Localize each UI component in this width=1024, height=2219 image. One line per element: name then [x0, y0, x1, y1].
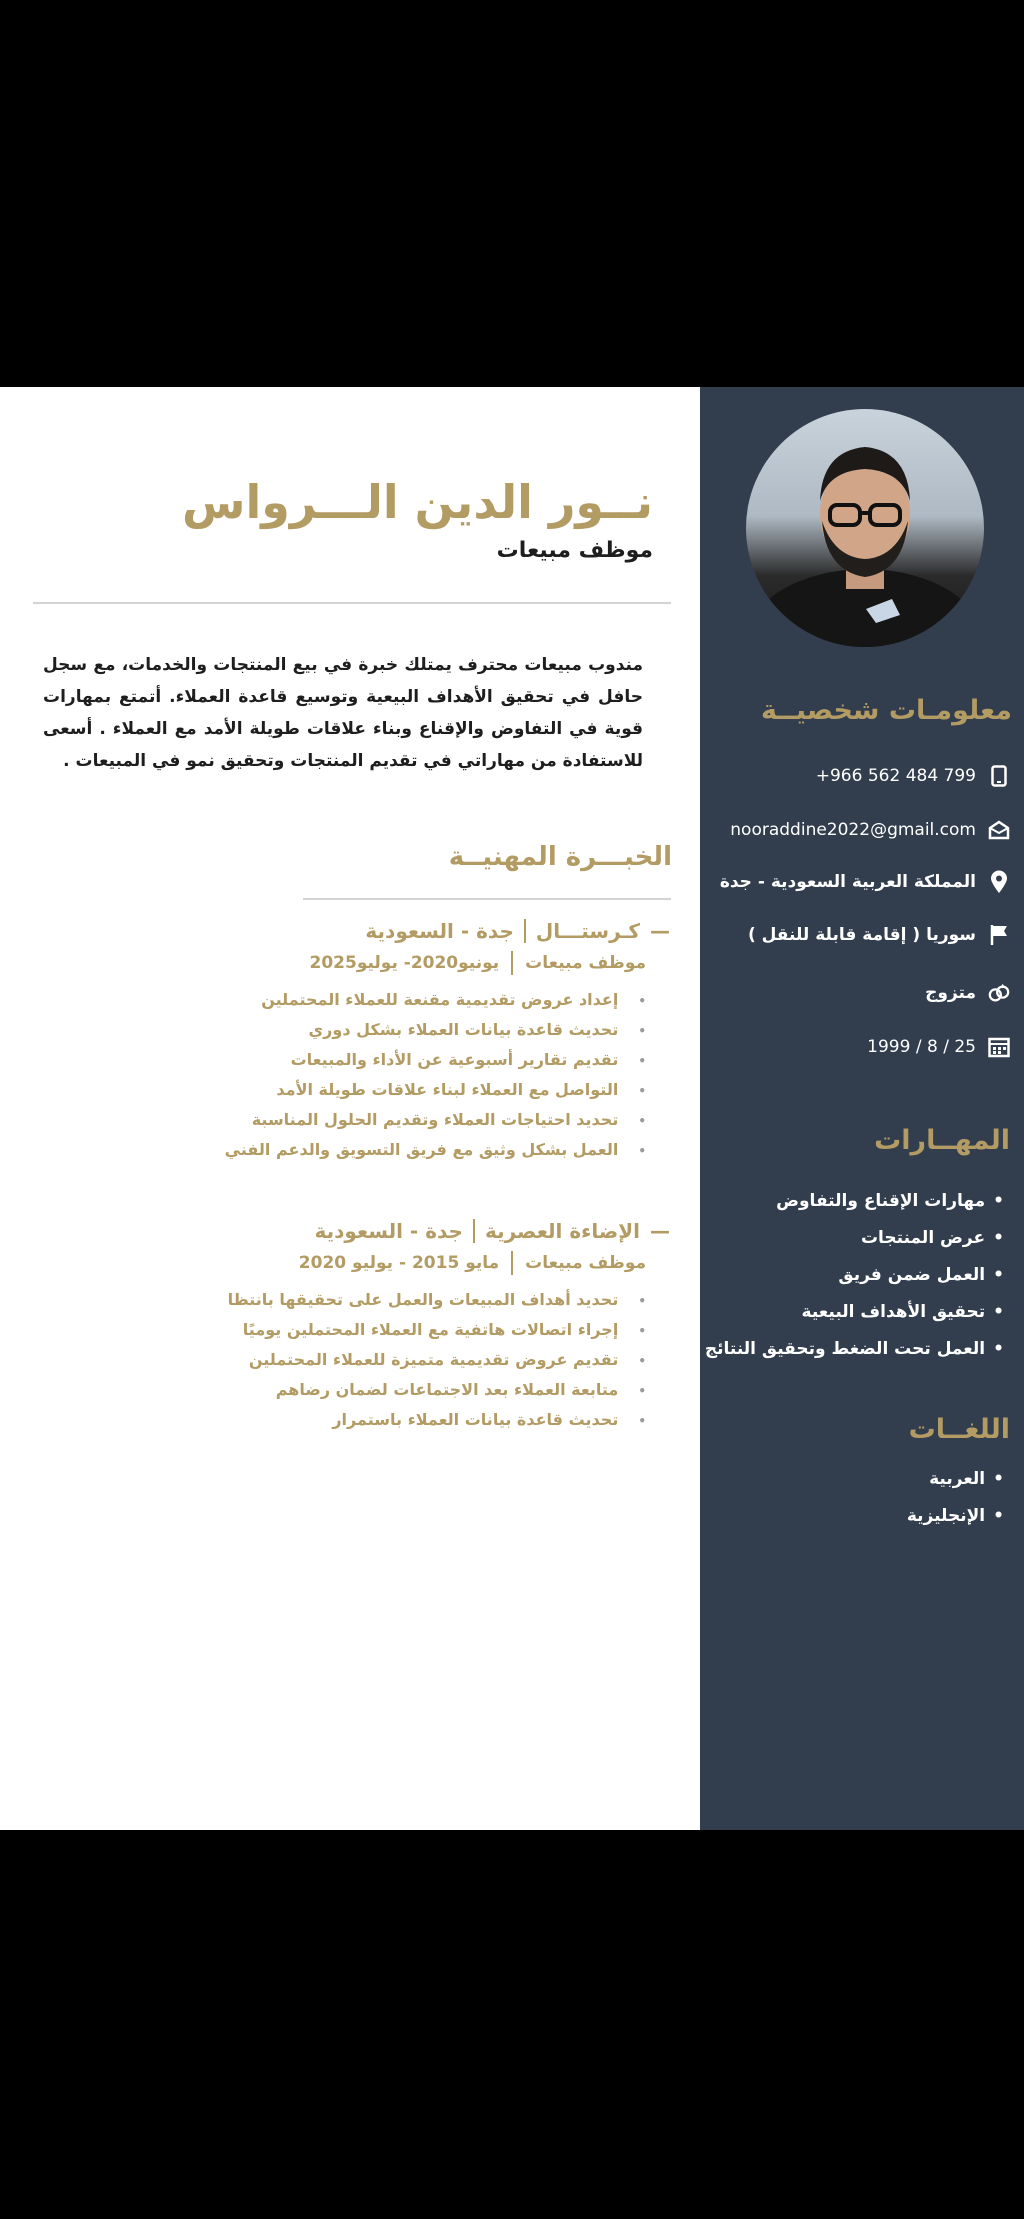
calendar-icon — [988, 1036, 1010, 1058]
phone-icon — [988, 765, 1010, 787]
task-item: • التواصل مع العملاء لبناء علاقات طويلة الأمد — [225, 1075, 646, 1105]
divider — [33, 602, 671, 604]
rings-icon — [988, 982, 1010, 1004]
job-tasks — [225, 985, 646, 1165]
skill-item: • مهارات الإقناع والتفاوض — [705, 1183, 1004, 1220]
email-address[interactable]: nooraddine2022@gmail.com — [730, 820, 976, 840]
job-meta — [225, 951, 646, 975]
location-icon — [988, 871, 1010, 893]
job-location: جدة - السعودية — [314, 1219, 463, 1243]
languages-list — [907, 1461, 1004, 1535]
profile-summary: مندوب مبيعات محترف يمتلك خبرة في بيع المنتجات والخدمات، مع سجل حافل في تحقيق الأهداف البيعية وتوسيع قاعدة العملاء. أتمتع بمهارات قوية في التفاوض والإقناع وبناء علاقات طويلة الأمد مع العملاء . أسعى للاستفادة من مهاراتي في تقديم المنتجات وتحقيق نمو في المبيعات . — [43, 655, 643, 771]
separator — [511, 951, 513, 975]
cv-page — [0, 387, 1024, 1830]
candidate-name: نــور الدين الـــرواس — [181, 475, 653, 529]
candidate-role: موظف مبيعات — [496, 538, 653, 563]
experience-title: الخبـــرة المهنيــة — [448, 842, 672, 872]
personal-info-title: معلومـات شخصيــة — [761, 695, 1012, 726]
language-item: • الإنجليزية — [907, 1498, 1004, 1535]
divider — [303, 898, 671, 900]
task-item: • تحديث قاعدة بيانات العملاء بشكل دوري — [225, 1015, 646, 1045]
flag-icon — [988, 924, 1010, 946]
job-header — [225, 919, 670, 943]
birth-date: 25 / 8 / 1999 — [867, 1037, 976, 1057]
job-company: الإضاءة العصرية — [484, 1219, 640, 1243]
mail-icon — [988, 819, 1010, 841]
phone-number[interactable]: +966 562 484 799 — [815, 766, 976, 786]
contact-nationality — [748, 924, 1010, 946]
task-item: • تحديد أهداف المبيعات والعمل على تحقيقها بانتظا — [228, 1285, 646, 1315]
nationality-text: سوريا ( إقامة قابلة للنقل ) — [747, 925, 976, 945]
task-item: • تقديم تقارير أسبوعية عن الأداء والمبيعات — [225, 1045, 646, 1075]
job-period: يونيو2020- يوليو2025 — [309, 953, 500, 973]
contact-birthdate — [867, 1036, 1010, 1058]
avatar — [746, 409, 984, 647]
skill-item: • العمل ضمن فريق — [705, 1257, 1004, 1294]
contact-location — [720, 871, 1010, 893]
job-tasks — [228, 1285, 646, 1435]
job-company: كـرستـــال — [535, 919, 640, 943]
job-location: جدة - السعودية — [365, 919, 514, 943]
skills-title: المهــارات — [874, 1125, 1010, 1156]
job-role: موظف مبيعات — [525, 953, 646, 973]
task-item: • إجراء اتصالات هاتفية مع العملاء المحتملين يوميًا — [228, 1315, 646, 1345]
job-entry — [225, 919, 670, 1165]
task-item: • تقديم عروض تقديمية متميزة للعملاء المحتملين — [228, 1345, 646, 1375]
separator — [524, 919, 526, 943]
job-meta — [228, 1251, 646, 1275]
language-item: • العربية — [907, 1461, 1004, 1498]
job-role: موظف مبيعات — [525, 1253, 646, 1273]
task-item: • العمل بشكل وثيق مع فريق التسويق والدعم الفني — [225, 1135, 646, 1165]
contact-marital — [925, 982, 1010, 1004]
job-period: مايو 2015 - يوليو 2020 — [298, 1253, 500, 1273]
location-text: المملكة العربية السعودية - جدة — [719, 872, 976, 892]
sidebar — [700, 387, 1024, 1830]
dash-icon: — — [650, 1219, 670, 1243]
marital-status: متزوج — [925, 983, 976, 1003]
contact-phone — [816, 765, 1010, 787]
skills-list — [705, 1183, 1004, 1368]
person-photo-icon — [746, 409, 984, 647]
task-item: • تحديد احتياجات العملاء وتقديم الحلول المناسبة — [225, 1105, 646, 1135]
task-item: • تحديث قاعدة بيانات العملاء باستمرار — [228, 1405, 646, 1435]
task-item: • متابعة العملاء بعد الاجتماعات لضمان رضاهم — [228, 1375, 646, 1405]
languages-title: اللغــات — [908, 1414, 1010, 1445]
separator — [473, 1219, 475, 1243]
job-header — [228, 1219, 670, 1243]
skill-item: • العمل تحت الضغط وتحقيق النتائج — [705, 1331, 1004, 1368]
skill-item: • تحقيق الأهداف البيعية — [705, 1294, 1004, 1331]
separator — [511, 1251, 513, 1275]
dash-icon: — — [650, 919, 670, 943]
contact-email — [730, 819, 1010, 841]
job-entry — [228, 1219, 670, 1435]
main-column — [0, 387, 700, 1830]
task-item: • إعداد عروض تقديمية مقنعة للعملاء المحتملين — [225, 985, 646, 1015]
skill-item: • عرض المنتجات — [705, 1220, 1004, 1257]
